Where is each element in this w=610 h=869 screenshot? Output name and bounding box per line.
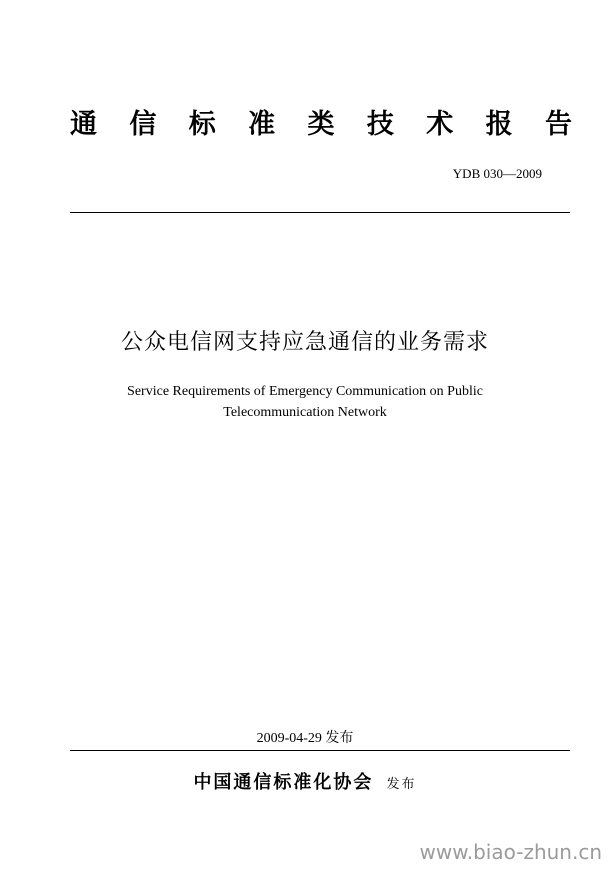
english-title <box>0 381 610 423</box>
series-char: 准 <box>248 109 276 140</box>
series-char: 类 <box>307 109 335 140</box>
series-char: 告 <box>545 109 572 140</box>
series-char: 技 <box>366 109 394 140</box>
series-char: 通 <box>70 109 97 140</box>
publisher-line <box>0 770 610 798</box>
english-title-line-2: Telecommunication Network <box>223 405 387 420</box>
issue-date: 2009-04-29 发布 <box>256 731 354 746</box>
series-char: 报 <box>485 109 513 140</box>
publisher-action: 发布 <box>386 777 417 792</box>
bottom-divider <box>70 750 570 751</box>
site-watermark: www.biao-zhun.cn <box>419 840 602 864</box>
report-series-title <box>70 108 572 142</box>
series-char: 信 <box>129 109 157 140</box>
top-divider <box>70 212 570 213</box>
series-char: 标 <box>188 109 216 140</box>
series-char: 术 <box>426 109 454 140</box>
publisher-name: 中国通信标准化协会 <box>193 772 374 793</box>
english-title-line-1: Service Requirements of Emergency Communication on Public <box>127 384 483 399</box>
chinese-title: 公众电信网支持应急通信的业务需求 <box>120 330 489 355</box>
document-number: YDB 030—2009 <box>452 166 542 181</box>
